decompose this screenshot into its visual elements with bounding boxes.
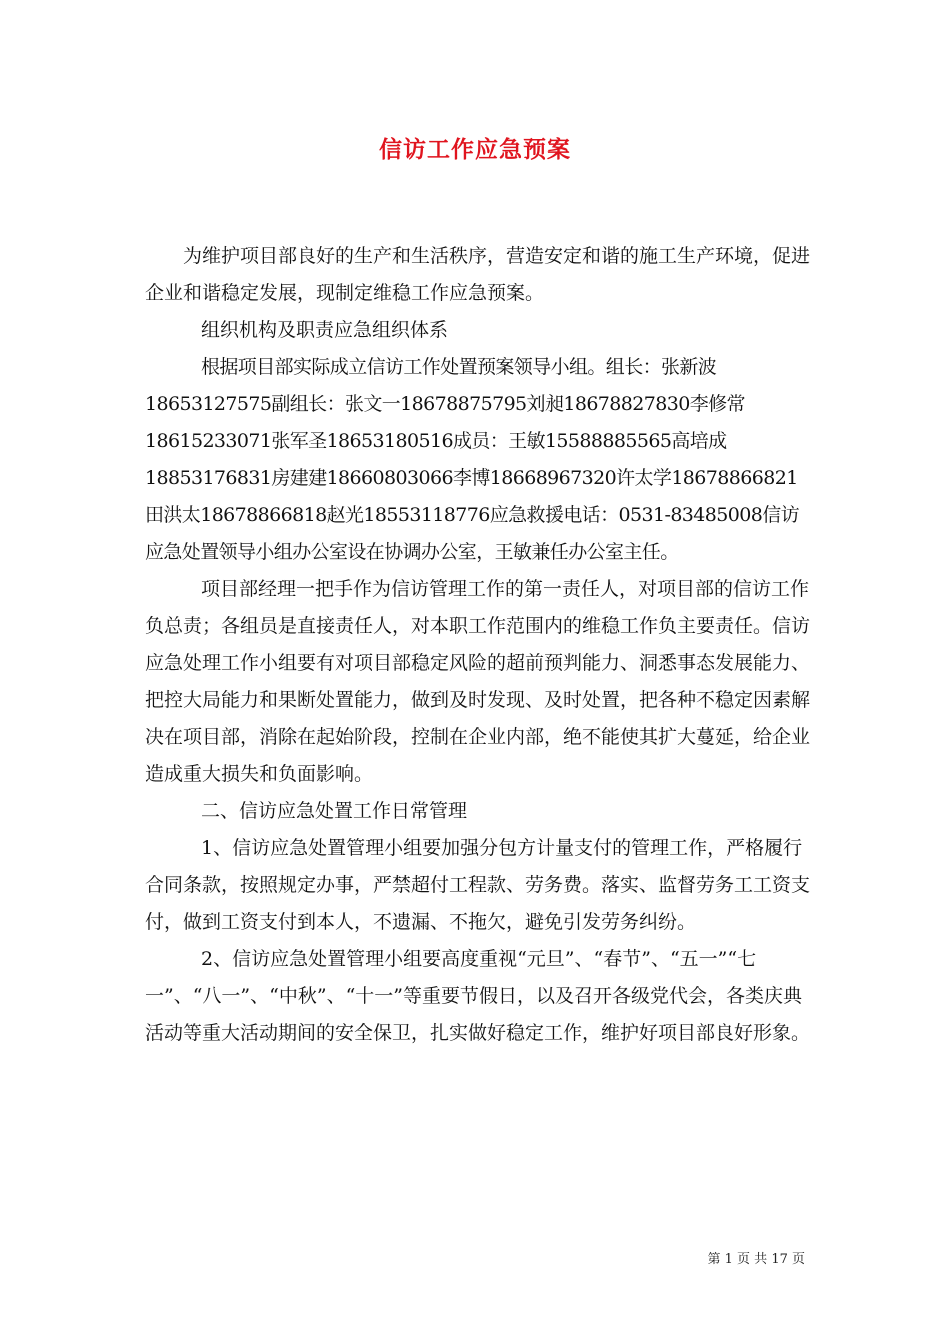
paragraph-responsibility: 项目部经理一把手作为信访管理工作的第一责任人，对项目部的信访工作负总责；各组员是直接责任人，对本职工作范围内的维稳工作负主要责任。信访应急处理工作小组要有对项目部稳定风险的超前预判能力、洞悉事态发展能力、把控大局能力和果断处置能力，做到及时发现、及时处置，把各种不稳定因素解决在项目部，消除在起始阶段，控制在企业内部，绝不能使其扩大蔓延，给企业造成重大损失和负面影响。 (145, 578, 811, 785)
paragraph-section-heading: 组织机构及职责应急组织体系 (201, 319, 449, 341)
paragraph-item-1: 1、信访应急处置管理小组要加强分包方计量支付的管理工作，严格履行合同条款，按照规定办事，严禁超付工程款、劳务费。落实、监督劳务工工资支付，做到工资支付到本人，不遗漏、不拖欠，避免引发劳务纠纷。 (145, 837, 811, 933)
paragraph-leadership-group: 根据项目部实际成立信访工作处置预案领导小组。组长：张新波18653127575副组长：张文一18678875795刘昶18678827830李修常18615233071张军圣18653180516成员：王敏15588885565高培成18853176831房建建18660803066李博18668967320许太学18678866821田洪太18678866818赵光18553118776应急救援电话：0531-83485008信访应急处置领导小组办公室设在协调办公室，王敏兼任办公室主任。 (145, 356, 800, 563)
document-body (145, 238, 810, 1052)
paragraph-intro: 为维护项目部良好的生产和生活秩序，营造安定和谐的施工生产环境，促进企业和谐稳定发展，现制定维稳工作应急预案。 (145, 245, 811, 304)
document-title: 信访工作应急预案 (379, 136, 571, 163)
page-number: 第 1 页 共 17 页 (707, 1252, 805, 1267)
paragraph-item-2: 2、信访应急处置管理小组要高度重视“元旦”、“春节”、“五一”“七一”、“八一”、“中秋”、“十一”等重要节假日，以及召开各级党代会，各类庆典活动等重大活动期间的安全保卫，扎实做好稳定工作，维护好项目部良好形象。 (145, 948, 811, 1044)
paragraph-section-two-heading: 二、信访应急处置工作日常管理 (201, 800, 468, 822)
